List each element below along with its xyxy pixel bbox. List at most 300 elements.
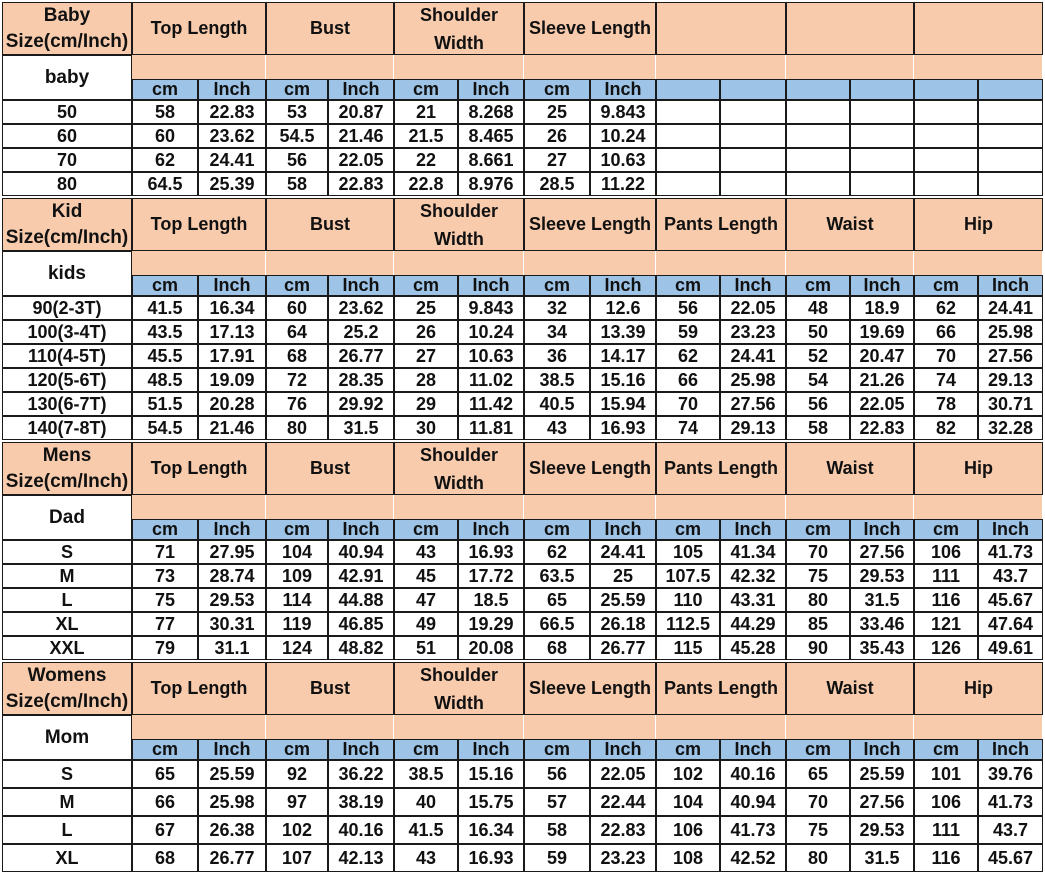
mens-size-label: XL bbox=[2, 612, 132, 636]
baby-table-cell: 22.05 bbox=[328, 148, 394, 172]
kid-table-cell: 74 bbox=[656, 416, 720, 440]
kid-size-label: 120(5-6T) bbox=[2, 368, 132, 392]
womens-unit-cm: cm bbox=[524, 739, 590, 760]
mens-table-cell: 45.28 bbox=[720, 636, 786, 660]
womens-unit-cm: cm bbox=[786, 739, 850, 760]
womens-table-cell: 66 bbox=[132, 788, 198, 816]
baby-table-cell: 22 bbox=[394, 148, 458, 172]
mens-title-line1: Mens bbox=[42, 444, 92, 466]
baby-table-cell bbox=[850, 100, 914, 124]
mens-unit-cm: cm bbox=[656, 519, 720, 540]
womens-table-cell: 23.23 bbox=[590, 844, 656, 872]
mens-header-band bbox=[786, 495, 914, 519]
kid-table-cell: 27 bbox=[394, 344, 458, 368]
mens-table-cell: 121 bbox=[914, 612, 978, 636]
kid-group-label: kids bbox=[2, 251, 132, 296]
womens-header-sleeve-length: Sleeve Length bbox=[524, 662, 656, 715]
kid-header-band bbox=[786, 251, 914, 275]
baby-header-band bbox=[394, 55, 524, 79]
mens-unit-inch: Inch bbox=[198, 519, 266, 540]
mens-table-cell: 27.95 bbox=[198, 540, 266, 564]
kid-unit-cm: cm bbox=[132, 275, 198, 296]
baby-table-cell: 25.39 bbox=[198, 172, 266, 196]
baby-unit-inch bbox=[850, 79, 914, 100]
kid-unit-inch: Inch bbox=[328, 275, 394, 296]
kid-table-cell: 40.5 bbox=[524, 392, 590, 416]
womens-table-cell: 45.67 bbox=[978, 844, 1043, 872]
womens-table-cell: 92 bbox=[266, 760, 328, 788]
kid-table-cell: 10.63 bbox=[458, 344, 524, 368]
kid-table-cell: 30 bbox=[394, 416, 458, 440]
womens-table-cell: 25.98 bbox=[198, 788, 266, 816]
kid-title-line2: Size(cm/Inch) bbox=[5, 226, 129, 248]
kid-table-cell: 25.2 bbox=[328, 320, 394, 344]
baby-table-cell bbox=[978, 172, 1043, 196]
baby-table-cell bbox=[850, 172, 914, 196]
kid-table-cell: 25.98 bbox=[978, 320, 1043, 344]
mens-header-bust: Bust bbox=[266, 442, 394, 495]
kid-size-title bbox=[2, 198, 132, 251]
mens-table-cell: 29.53 bbox=[198, 588, 266, 612]
mens-table-cell: 29.53 bbox=[850, 564, 914, 588]
mens-table-cell: 46.85 bbox=[328, 612, 394, 636]
womens-table-cell: 38.5 bbox=[394, 760, 458, 788]
womens-table-cell: 22.83 bbox=[590, 816, 656, 844]
kid-header-sleeve-length: Sleeve Length bbox=[524, 198, 656, 251]
mens-unit-inch: Inch bbox=[978, 519, 1043, 540]
kid-table-cell: 54 bbox=[786, 368, 850, 392]
baby-table-cell: 54.5 bbox=[266, 124, 328, 148]
mens-size-label: M bbox=[2, 564, 132, 588]
kid-table-cell: 56 bbox=[786, 392, 850, 416]
baby-unit-cm bbox=[914, 79, 978, 100]
womens-table-cell: 41.73 bbox=[720, 816, 786, 844]
baby-size-label: 50 bbox=[2, 100, 132, 124]
womens-header-hip: Hip bbox=[914, 662, 1043, 715]
baby-table-cell: 60 bbox=[132, 124, 198, 148]
baby-table-cell bbox=[786, 100, 850, 124]
mens-table-cell: 19.29 bbox=[458, 612, 524, 636]
womens-table-cell: 31.5 bbox=[850, 844, 914, 872]
womens-table-cell: 108 bbox=[656, 844, 720, 872]
baby-table-cell: 27 bbox=[524, 148, 590, 172]
mens-unit-cm: cm bbox=[914, 519, 978, 540]
kid-unit-cm: cm bbox=[656, 275, 720, 296]
baby-unit-cm: cm bbox=[132, 79, 198, 100]
mens-table-cell: 43 bbox=[394, 540, 458, 564]
mens-table-cell: 48.82 bbox=[328, 636, 394, 660]
kid-header-hip: Hip bbox=[914, 198, 1043, 251]
baby-table-cell bbox=[978, 148, 1043, 172]
kid-table-cell: 15.94 bbox=[590, 392, 656, 416]
mens-table-cell: 25 bbox=[590, 564, 656, 588]
kid-table-cell: 29.92 bbox=[328, 392, 394, 416]
kid-table-cell: 18.9 bbox=[850, 296, 914, 320]
baby-table-cell: 11.22 bbox=[590, 172, 656, 196]
kid-table-cell: 74 bbox=[914, 368, 978, 392]
baby-table-cell: 24.41 bbox=[198, 148, 266, 172]
mens-table-cell: 16.93 bbox=[458, 540, 524, 564]
mens-table-cell: 62 bbox=[524, 540, 590, 564]
baby-table-cell bbox=[850, 148, 914, 172]
womens-table-cell: 40.16 bbox=[328, 816, 394, 844]
womens-header-band bbox=[656, 715, 786, 739]
kid-table-cell: 14.17 bbox=[590, 344, 656, 368]
mens-unit-inch: Inch bbox=[720, 519, 786, 540]
kid-unit-cm: cm bbox=[786, 275, 850, 296]
womens-table-cell: 43.7 bbox=[978, 816, 1043, 844]
womens-table-cell: 42.13 bbox=[328, 844, 394, 872]
kid-table-cell: 15.16 bbox=[590, 368, 656, 392]
kid-table-cell: 66 bbox=[914, 320, 978, 344]
mens-table-cell: 80 bbox=[786, 588, 850, 612]
mens-unit-cm: cm bbox=[524, 519, 590, 540]
kid-table-cell: 56 bbox=[656, 296, 720, 320]
baby-unit-inch: Inch bbox=[328, 79, 394, 100]
kid-table-cell: 80 bbox=[266, 416, 328, 440]
mens-table-cell: 107.5 bbox=[656, 564, 720, 588]
mens-table-cell: 68 bbox=[524, 636, 590, 660]
baby-table-cell: 62 bbox=[132, 148, 198, 172]
womens-table-cell: 111 bbox=[914, 816, 978, 844]
womens-table-cell: 57 bbox=[524, 788, 590, 816]
baby-table-cell: 8.661 bbox=[458, 148, 524, 172]
mens-header-hip: Hip bbox=[914, 442, 1043, 495]
womens-size-label: M bbox=[2, 788, 132, 816]
baby-unit-cm: cm bbox=[266, 79, 328, 100]
kid-table-cell: 10.24 bbox=[458, 320, 524, 344]
mens-table-cell: 71 bbox=[132, 540, 198, 564]
kid-table-cell: 51.5 bbox=[132, 392, 198, 416]
baby-unit-inch bbox=[720, 79, 786, 100]
womens-table-cell: 65 bbox=[132, 760, 198, 788]
baby-table-cell bbox=[786, 124, 850, 148]
kid-header-band bbox=[394, 251, 524, 275]
kid-table-cell: 29.13 bbox=[720, 416, 786, 440]
kid-size-label: 90(2-3T) bbox=[2, 296, 132, 320]
kid-table-cell: 59 bbox=[656, 320, 720, 344]
mens-header-band bbox=[394, 495, 524, 519]
mens-group-label: Dad bbox=[2, 495, 132, 540]
baby-header-band bbox=[524, 55, 656, 79]
mens-table-cell: 45 bbox=[394, 564, 458, 588]
mens-table-cell: 41.73 bbox=[978, 540, 1043, 564]
kid-header-bust: Bust bbox=[266, 198, 394, 251]
womens-table-cell: 25.59 bbox=[198, 760, 266, 788]
womens-size-label: S bbox=[2, 760, 132, 788]
baby-table-cell: 9.843 bbox=[590, 100, 656, 124]
womens-table-cell: 29.53 bbox=[850, 816, 914, 844]
kid-unit-inch: Inch bbox=[590, 275, 656, 296]
mens-table-cell: 65 bbox=[524, 588, 590, 612]
womens-table-cell: 16.93 bbox=[458, 844, 524, 872]
mens-table-cell: 44.29 bbox=[720, 612, 786, 636]
womens-table-cell: 26.38 bbox=[198, 816, 266, 844]
mens-table-cell: 111 bbox=[914, 564, 978, 588]
baby-header-empty-4 bbox=[656, 2, 786, 55]
baby-table-cell bbox=[656, 100, 720, 124]
womens-table-cell: 40.16 bbox=[720, 760, 786, 788]
baby-size-label: 80 bbox=[2, 172, 132, 196]
womens-table-cell: 15.16 bbox=[458, 760, 524, 788]
mens-table-cell: 41.34 bbox=[720, 540, 786, 564]
womens-table-cell: 25.59 bbox=[850, 760, 914, 788]
baby-table-cell bbox=[978, 100, 1043, 124]
kid-unit-cm: cm bbox=[524, 275, 590, 296]
kid-table-cell: 11.02 bbox=[458, 368, 524, 392]
womens-table-cell: 59 bbox=[524, 844, 590, 872]
mens-table-cell: 110 bbox=[656, 588, 720, 612]
kid-size-label: 130(6-7T) bbox=[2, 392, 132, 416]
mens-header-top-length: Top Length bbox=[132, 442, 266, 495]
kid-table-cell: 24.41 bbox=[720, 344, 786, 368]
kid-header-top-length: Top Length bbox=[132, 198, 266, 251]
mens-table-cell: 114 bbox=[266, 588, 328, 612]
kid-unit-inch: Inch bbox=[458, 275, 524, 296]
womens-table-cell: 40 bbox=[394, 788, 458, 816]
mens-table-cell: 104 bbox=[266, 540, 328, 564]
baby-table-cell: 58 bbox=[266, 172, 328, 196]
mens-table-cell: 79 bbox=[132, 636, 198, 660]
mens-header-band bbox=[266, 495, 394, 519]
kid-table-cell: 62 bbox=[656, 344, 720, 368]
baby-header-band bbox=[914, 55, 1043, 79]
womens-header-band bbox=[132, 715, 266, 739]
mens-table-cell: 33.46 bbox=[850, 612, 914, 636]
kid-table-cell: 43 bbox=[524, 416, 590, 440]
baby-title-line2: Size(cm/Inch) bbox=[5, 30, 129, 52]
womens-unit-inch: Inch bbox=[720, 739, 786, 760]
baby-table-cell: 10.24 bbox=[590, 124, 656, 148]
baby-table-cell: 64.5 bbox=[132, 172, 198, 196]
mens-table-cell: 70 bbox=[786, 540, 850, 564]
womens-table-cell: 104 bbox=[656, 788, 720, 816]
mens-table-cell: 126 bbox=[914, 636, 978, 660]
mens-table-cell: 43.7 bbox=[978, 564, 1043, 588]
baby-table-cell: 21.46 bbox=[328, 124, 394, 148]
baby-header-band bbox=[656, 55, 786, 79]
womens-table-cell: 75 bbox=[786, 816, 850, 844]
mens-table-cell: 42.32 bbox=[720, 564, 786, 588]
mens-table-cell: 73 bbox=[132, 564, 198, 588]
mens-table-cell: 25.59 bbox=[590, 588, 656, 612]
kid-table-cell: 82 bbox=[914, 416, 978, 440]
kid-size-label: 100(3-4T) bbox=[2, 320, 132, 344]
mens-table-cell: 51 bbox=[394, 636, 458, 660]
womens-table-cell: 68 bbox=[132, 844, 198, 872]
womens-table-cell: 107 bbox=[266, 844, 328, 872]
mens-table-cell: 75 bbox=[786, 564, 850, 588]
kid-table-cell: 31.5 bbox=[328, 416, 394, 440]
womens-table-cell: 42.52 bbox=[720, 844, 786, 872]
womens-table-cell: 22.05 bbox=[590, 760, 656, 788]
mens-table-cell: 90 bbox=[786, 636, 850, 660]
mens-header-shoulder-width: Shoulder Width bbox=[394, 442, 524, 495]
kid-table-cell: 21.26 bbox=[850, 368, 914, 392]
kid-table-cell: 23.23 bbox=[720, 320, 786, 344]
mens-table-cell: 27.56 bbox=[850, 540, 914, 564]
womens-unit-inch: Inch bbox=[978, 739, 1043, 760]
mens-unit-inch: Inch bbox=[850, 519, 914, 540]
baby-table-cell bbox=[978, 124, 1043, 148]
kid-size-label: 140(7-8T) bbox=[2, 416, 132, 440]
mens-unit-inch: Inch bbox=[458, 519, 524, 540]
mens-table-cell: 20.08 bbox=[458, 636, 524, 660]
kid-table-cell: 11.81 bbox=[458, 416, 524, 440]
kid-table-cell: 76 bbox=[266, 392, 328, 416]
womens-table-cell: 80 bbox=[786, 844, 850, 872]
kid-table-cell: 19.69 bbox=[850, 320, 914, 344]
kid-header-band bbox=[266, 251, 394, 275]
baby-unit-cm bbox=[786, 79, 850, 100]
mens-table-cell: 49.61 bbox=[978, 636, 1043, 660]
baby-size-title bbox=[2, 2, 132, 55]
baby-header-top-length: Top Length bbox=[132, 2, 266, 55]
mens-table-cell: 116 bbox=[914, 588, 978, 612]
womens-unit-cm: cm bbox=[394, 739, 458, 760]
kid-header-pants-length: Pants Length bbox=[656, 198, 786, 251]
mens-header-band bbox=[524, 495, 656, 519]
womens-table-cell: 26.77 bbox=[198, 844, 266, 872]
mens-header-pants-length: Pants Length bbox=[656, 442, 786, 495]
kid-table-cell: 30.71 bbox=[978, 392, 1043, 416]
kid-table-cell: 58 bbox=[786, 416, 850, 440]
baby-table-cell bbox=[656, 124, 720, 148]
mens-title-line2: Size(cm/Inch) bbox=[5, 470, 129, 492]
mens-header-waist: Waist bbox=[786, 442, 914, 495]
kid-table-cell: 52 bbox=[786, 344, 850, 368]
womens-size-label: XL bbox=[2, 844, 132, 872]
baby-table-cell bbox=[720, 172, 786, 196]
kid-table-cell: 41.5 bbox=[132, 296, 198, 320]
womens-table-cell: 65 bbox=[786, 760, 850, 788]
womens-unit-cm: cm bbox=[132, 739, 198, 760]
kid-unit-cm: cm bbox=[394, 275, 458, 296]
baby-table-cell: 21 bbox=[394, 100, 458, 124]
mens-table-cell: 49 bbox=[394, 612, 458, 636]
mens-table-cell: 106 bbox=[914, 540, 978, 564]
womens-table-cell: 40.94 bbox=[720, 788, 786, 816]
baby-table-cell: 22.83 bbox=[198, 100, 266, 124]
kid-table-cell: 25 bbox=[394, 296, 458, 320]
mens-table-cell: 124 bbox=[266, 636, 328, 660]
mens-size-label: S bbox=[2, 540, 132, 564]
womens-table-cell: 70 bbox=[786, 788, 850, 816]
womens-title-line1: Womens bbox=[27, 664, 107, 686]
mens-table-cell: 119 bbox=[266, 612, 328, 636]
baby-header-sleeve-length: Sleeve Length bbox=[524, 2, 656, 55]
womens-unit-inch: Inch bbox=[590, 739, 656, 760]
womens-table-cell: 116 bbox=[914, 844, 978, 872]
womens-unit-inch: Inch bbox=[850, 739, 914, 760]
kid-header-shoulder-width: Shoulder Width bbox=[394, 198, 524, 251]
kid-unit-cm: cm bbox=[914, 275, 978, 296]
baby-table-cell bbox=[914, 148, 978, 172]
baby-size-label: 70 bbox=[2, 148, 132, 172]
baby-table-cell bbox=[786, 172, 850, 196]
baby-table-cell: 8.465 bbox=[458, 124, 524, 148]
kid-table-cell: 64 bbox=[266, 320, 328, 344]
womens-table-cell: 41.73 bbox=[978, 788, 1043, 816]
mens-table-cell: 40.94 bbox=[328, 540, 394, 564]
mens-table-cell: 112.5 bbox=[656, 612, 720, 636]
womens-size-title bbox=[2, 662, 132, 715]
baby-table-cell: 21.5 bbox=[394, 124, 458, 148]
baby-table-cell bbox=[786, 148, 850, 172]
mens-unit-inch: Inch bbox=[328, 519, 394, 540]
kid-table-cell: 12.6 bbox=[590, 296, 656, 320]
kid-table-cell: 70 bbox=[656, 392, 720, 416]
baby-group-label: baby bbox=[2, 55, 132, 100]
mens-size-title bbox=[2, 442, 132, 495]
kid-size-label: 110(4-5T) bbox=[2, 344, 132, 368]
womens-header-bust: Bust bbox=[266, 662, 394, 715]
kid-table-cell: 32 bbox=[524, 296, 590, 320]
womens-unit-inch: Inch bbox=[458, 739, 524, 760]
kid-table-cell: 27.56 bbox=[978, 344, 1043, 368]
kid-unit-inch: Inch bbox=[720, 275, 786, 296]
womens-header-band bbox=[786, 715, 914, 739]
baby-table-cell bbox=[914, 124, 978, 148]
baby-table-cell bbox=[720, 148, 786, 172]
womens-table-cell: 106 bbox=[914, 788, 978, 816]
womens-header-pants-length: Pants Length bbox=[656, 662, 786, 715]
kid-table-cell: 60 bbox=[266, 296, 328, 320]
baby-table-cell: 22.8 bbox=[394, 172, 458, 196]
womens-table-cell: 22.44 bbox=[590, 788, 656, 816]
kid-table-cell: 19.09 bbox=[198, 368, 266, 392]
baby-table-cell: 8.976 bbox=[458, 172, 524, 196]
baby-header-band bbox=[786, 55, 914, 79]
womens-table-cell: 67 bbox=[132, 816, 198, 844]
mens-table-cell: 44.88 bbox=[328, 588, 394, 612]
mens-table-cell: 109 bbox=[266, 564, 328, 588]
kid-table-cell: 22.05 bbox=[720, 296, 786, 320]
baby-size-label: 60 bbox=[2, 124, 132, 148]
mens-table-cell: 115 bbox=[656, 636, 720, 660]
baby-header-bust: Bust bbox=[266, 2, 394, 55]
mens-table-cell: 42.91 bbox=[328, 564, 394, 588]
baby-unit-inch bbox=[978, 79, 1043, 100]
baby-unit-inch: Inch bbox=[590, 79, 656, 100]
mens-unit-cm: cm bbox=[394, 519, 458, 540]
kid-header-waist: Waist bbox=[786, 198, 914, 251]
mens-table-cell: 75 bbox=[132, 588, 198, 612]
kid-table-cell: 21.46 bbox=[198, 416, 266, 440]
kid-table-cell: 23.62 bbox=[328, 296, 394, 320]
womens-unit-inch: Inch bbox=[328, 739, 394, 760]
mens-table-cell: 28.74 bbox=[198, 564, 266, 588]
baby-table-cell bbox=[914, 172, 978, 196]
womens-unit-cm: cm bbox=[266, 739, 328, 760]
kid-table-cell: 38.5 bbox=[524, 368, 590, 392]
womens-table-cell: 101 bbox=[914, 760, 978, 788]
kid-table-cell: 66 bbox=[656, 368, 720, 392]
womens-table-cell: 16.34 bbox=[458, 816, 524, 844]
baby-table-cell bbox=[720, 124, 786, 148]
kid-table-cell: 20.28 bbox=[198, 392, 266, 416]
mens-unit-cm: cm bbox=[266, 519, 328, 540]
mens-table-cell: 26.77 bbox=[590, 636, 656, 660]
womens-header-band bbox=[914, 715, 1043, 739]
baby-table-cell bbox=[914, 100, 978, 124]
kid-table-cell: 11.42 bbox=[458, 392, 524, 416]
womens-table-cell: 38.19 bbox=[328, 788, 394, 816]
kid-table-cell: 34 bbox=[524, 320, 590, 344]
kid-header-band bbox=[656, 251, 786, 275]
mens-unit-cm: cm bbox=[786, 519, 850, 540]
mens-table-cell: 43.31 bbox=[720, 588, 786, 612]
